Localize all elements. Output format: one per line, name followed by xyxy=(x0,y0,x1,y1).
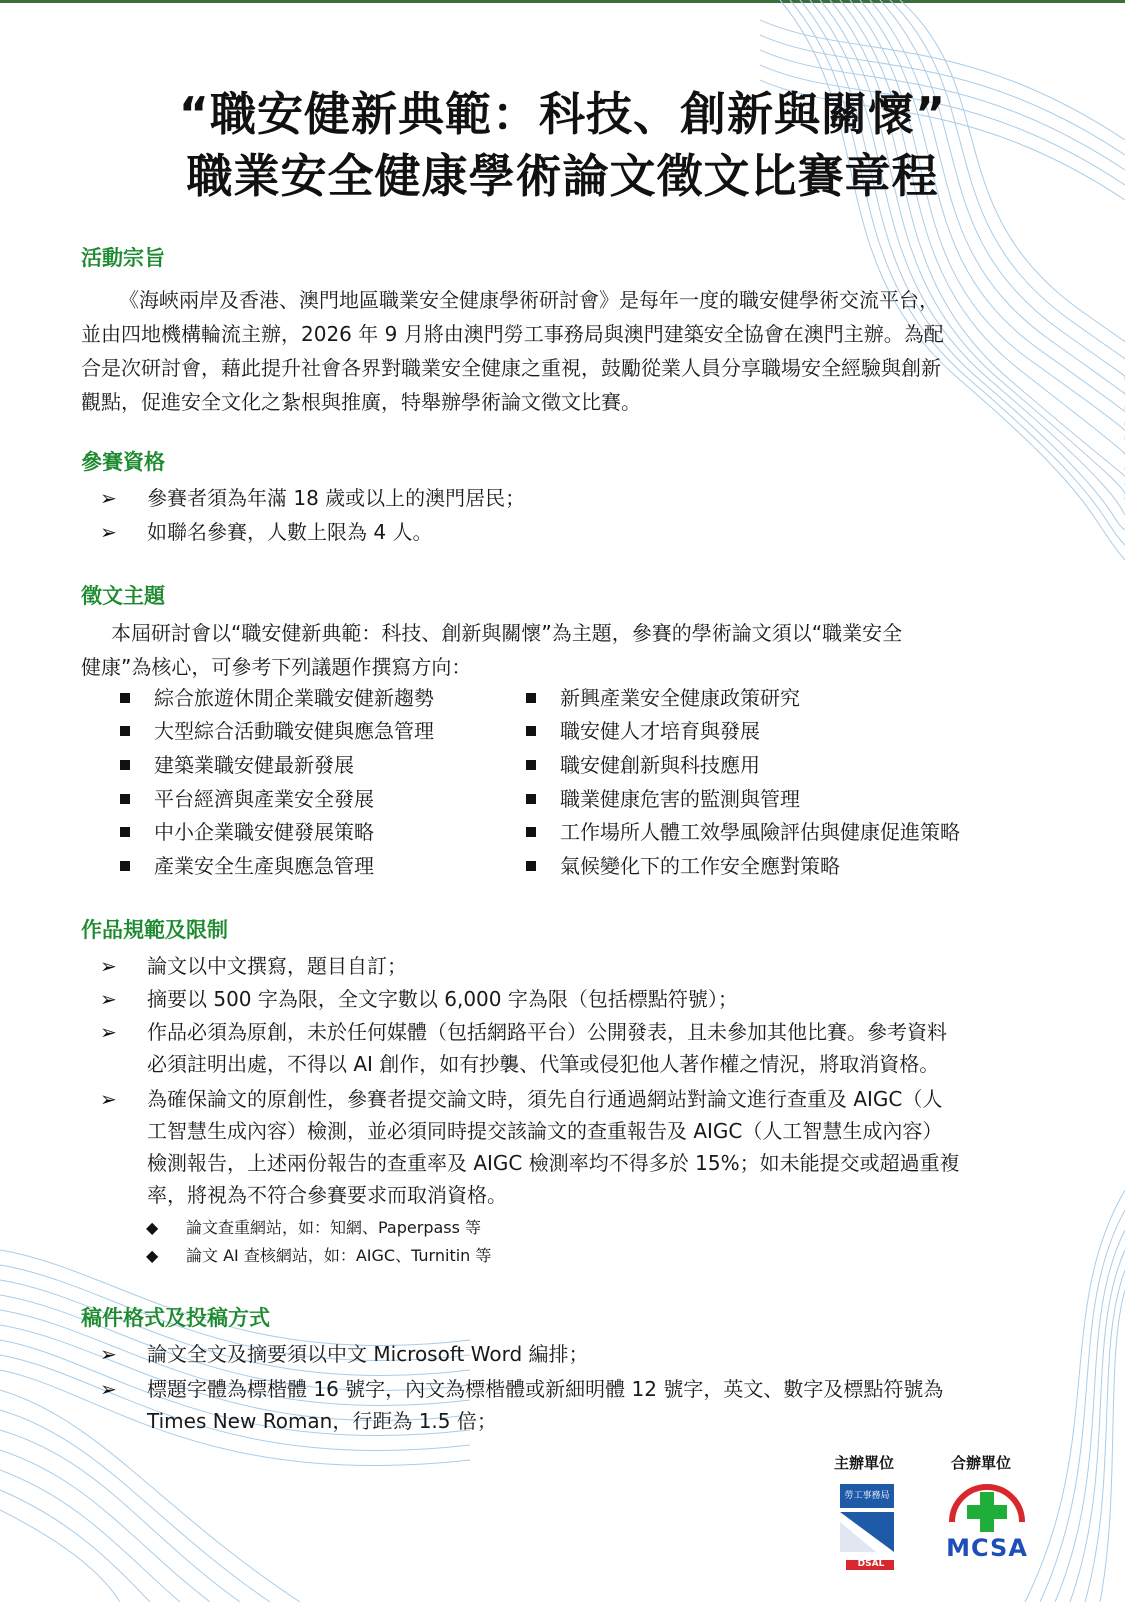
mcsa-logo-text: MCSA xyxy=(946,1534,1028,1562)
list-item xyxy=(120,682,434,714)
topic-text: 工作場所人體工效學風險評估與健康促進策略 xyxy=(560,820,960,844)
topic-text: 職業健康危害的監測與管理 xyxy=(560,787,800,811)
diamond-bullet-icon: ◆ xyxy=(146,1246,159,1265)
topic-text: 綜合旅遊休閒企業職安健新趨勢 xyxy=(154,686,434,710)
purpose-line: 《海峽兩岸及香港、澳門地區職業安全健康學術研討會》是每年一度的職安健學術交流平台， xyxy=(119,288,939,312)
format-item-line: 標題字體為標楷體 16 號字，內文為標楷體或新細明體 12 號字，英文、數字及標點符號為 xyxy=(147,1377,944,1401)
list-item xyxy=(120,715,434,747)
list-item xyxy=(100,950,1058,982)
co-organizer-label: 合辦單位 xyxy=(951,1454,1012,1472)
list-item xyxy=(526,749,760,781)
square-bullet-icon xyxy=(120,794,130,804)
list-item xyxy=(526,783,800,815)
list-item xyxy=(120,783,374,815)
list-item xyxy=(120,816,374,848)
list-item xyxy=(146,1215,481,1241)
section-heading-specs: 作品規範及限制 xyxy=(81,918,228,942)
arrow-bullet-icon: ➢ xyxy=(100,1087,117,1111)
arrow-bullet-icon: ➢ xyxy=(100,987,117,1011)
mcsa-logo xyxy=(944,1478,1030,1574)
page-title-line-1: “職安健新典範：科技、創新與關懷” xyxy=(178,87,947,141)
topic-text: 產業安全生產與應急管理 xyxy=(154,854,374,878)
purpose-line: 觀點，促進安全文化之紮根與推廣，特舉辦學術論文徵文比賽。 xyxy=(81,390,641,414)
square-bullet-icon xyxy=(120,861,130,871)
square-bullet-icon xyxy=(120,693,130,703)
spec-item-line: 工智慧生成內容）檢測，並必須同時提交該論文的查重報告及 AIGC（人工智慧生成內容） xyxy=(147,1119,943,1143)
purpose-line: 合是次研討會，藉此提升社會各界對職業安全健康之重視，鼓勵從業人員分享職場安全經驗與創新 xyxy=(81,356,941,380)
square-bullet-icon xyxy=(526,861,536,871)
dsal-logo-name: 勞工事務局 xyxy=(844,1491,890,1501)
list-item xyxy=(526,715,760,747)
list-item xyxy=(100,516,1058,548)
topic-text: 大型綜合活動職安健與應急管理 xyxy=(154,719,434,743)
sub-item-text: 論文 AI 查核網站，如：AIGC、Turnitin 等 xyxy=(186,1246,492,1265)
spec-item-line: 作品必須為原創，未於任何媒體（包括網路平台）公開發表，且未參加其他比賽。參考資料 xyxy=(147,1020,947,1044)
arrow-bullet-icon: ➢ xyxy=(100,954,117,978)
square-bullet-icon xyxy=(120,827,130,837)
theme-intro-line: 健康”為核心，可參考下列議題作撰寫方向： xyxy=(81,655,472,679)
arrow-bullet-icon: ➢ xyxy=(100,520,117,544)
list-item xyxy=(526,850,840,882)
list-item xyxy=(526,816,960,848)
list-item xyxy=(120,749,354,781)
spec-item-line: 為確保論文的原創性，參賽者提交論文時，須先自行通過網站對論文進行查重及 AIGC（人 xyxy=(147,1087,943,1111)
topic-text: 建築業職安健最新發展 xyxy=(154,753,354,777)
arrow-bullet-icon: ➢ xyxy=(100,1377,117,1401)
spec-item: 論文以中文撰寫，題目自訂； xyxy=(147,954,407,978)
arrow-bullet-icon: ➢ xyxy=(100,1020,117,1044)
arrow-bullet-icon: ➢ xyxy=(100,486,117,510)
purpose-paragraph xyxy=(81,283,1056,419)
page-title-line-2: 職業安全健康學術論文徵文比賽章程 xyxy=(186,149,939,203)
purpose-line: 並由四地機構輪流主辦，2026 年 9 月將由澳門勞工事務局與澳門建築安全協會在澳門主辦。為配 xyxy=(81,322,944,346)
topic-text: 新興產業安全健康政策研究 xyxy=(560,686,800,710)
eligibility-item: 如聯名參賽，人數上限為 4 人。 xyxy=(147,520,433,544)
topic-text: 職安健創新與科技應用 xyxy=(560,753,760,777)
theme-intro-line: 本屆研討會以“職安健新典範：科技、創新與關懷”為主題，參賽的學術論文須以“職業安全 xyxy=(111,621,903,645)
square-bullet-icon xyxy=(526,760,536,770)
spec-item-line: 率，將視為不符合參賽要求而取消資格。 xyxy=(147,1183,507,1207)
topic-text: 職安健人才培育與發展 xyxy=(560,719,760,743)
list-item xyxy=(100,983,1058,1015)
square-bullet-icon xyxy=(120,760,130,770)
list-item xyxy=(146,1243,491,1269)
square-bullet-icon xyxy=(526,794,536,804)
spec-item-line: 必須註明出處，不得以 AI 創作，如有抄襲、代筆或侵犯他人著作權之情況，將取消資格。 xyxy=(147,1052,940,1076)
dsal-logo-abbr: DSAL xyxy=(857,1559,885,1569)
diamond-bullet-icon: ◆ xyxy=(146,1218,159,1237)
list-item xyxy=(120,850,374,882)
section-heading-theme: 徵文主題 xyxy=(81,584,165,608)
sub-item-text: 論文查重網站，如：知網、Paperpass 等 xyxy=(186,1218,482,1237)
list-item xyxy=(100,1373,1058,1437)
topic-text: 中小企業職安健發展策略 xyxy=(154,820,374,844)
list-item xyxy=(100,1016,1058,1080)
host-organizer-label: 主辦單位 xyxy=(834,1454,895,1472)
square-bullet-icon xyxy=(526,693,536,703)
section-heading-eligibility: 參賽資格 xyxy=(81,450,165,474)
dsal-logo xyxy=(836,1482,898,1572)
list-item xyxy=(100,1083,1058,1211)
section-heading-format: 稿件格式及投稿方式 xyxy=(81,1306,270,1330)
square-bullet-icon xyxy=(526,827,536,837)
list-item xyxy=(100,482,1058,514)
spec-item: 摘要以 500 字為限，全文字數以 6,000 字為限（包括標點符號）； xyxy=(147,987,738,1011)
square-bullet-icon xyxy=(526,726,536,736)
list-item xyxy=(526,682,800,714)
topic-text: 平台經濟與產業安全發展 xyxy=(154,787,374,811)
format-item-line: Times New Roman，行距為 1.5 倍； xyxy=(147,1409,497,1433)
format-item: 論文全文及摘要須以中文 Microsoft Word 編排； xyxy=(147,1342,589,1366)
eligibility-item: 參賽者須為年滿 18 歲或以上的澳門居民； xyxy=(147,486,526,510)
theme-intro xyxy=(81,616,1056,684)
spec-item-line: 檢測報告，上述兩份報告的查重率及 AIGC 檢測率均不得多於 15%；如未能提交或超過重複 xyxy=(147,1151,960,1175)
list-item xyxy=(100,1338,1058,1370)
square-bullet-icon xyxy=(120,726,130,736)
arrow-bullet-icon: ➢ xyxy=(100,1342,117,1366)
topic-text: 氣候變化下的工作安全應對策略 xyxy=(560,854,840,878)
section-heading-purpose: 活動宗旨 xyxy=(81,246,165,270)
